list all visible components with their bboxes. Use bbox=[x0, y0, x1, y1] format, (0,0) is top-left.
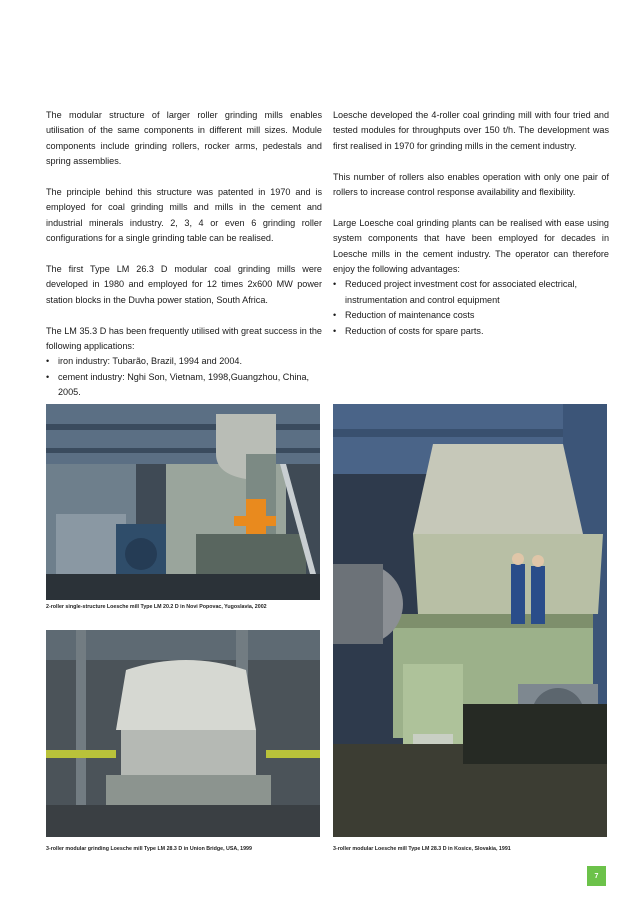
photo-3-roller-mill-union-bridge bbox=[46, 630, 320, 837]
paragraph: The modular structure of larger roller grinding mills enables utilisation of the same components in different mill sizes. Module components include grinding rollers, rocker arms, pedestals and spring assemblies. bbox=[46, 110, 322, 167]
paragraph: The first Type LM 26.3 D modular coal grinding mills were developed in 1980 and employed for 12 times 2x600 MW power station blocks in the Duvha power station, South Africa. bbox=[46, 264, 322, 305]
paragraph: The principle behind this structure was patented in 1970 and is employed for coal grinding mills and mills in the cement and industrial minerals industry. 2, 3, 4 or even 6 grinding roller configurations for a single grinding table can be realised. bbox=[46, 187, 322, 244]
paragraph: Large Loesche coal grinding plants can be realised with ease using system components that have been employed for decades in Loesche mills in the cement industry. The operator can therefore enjoy the following advantages: bbox=[333, 217, 609, 275]
list-item: • Reduction of maintenance costs bbox=[333, 308, 609, 323]
bullet-list bbox=[333, 277, 609, 339]
photo-2-roller-mill bbox=[46, 404, 320, 600]
page-number-badge bbox=[587, 866, 606, 886]
photo-3-roller-mill-kosice bbox=[333, 404, 607, 837]
paragraph: This number of rollers also enables operation with only one pair of rollers to increase control response availability and flexibility. bbox=[333, 171, 609, 198]
list-item: • Reduced project investment cost for associated electrical, instrumentation and control equipment bbox=[333, 277, 609, 308]
list-item: • cement industry: Nghi Son, Vietnam, 1998,Guangzhou, China, 2005. bbox=[46, 370, 322, 401]
bullet-list bbox=[46, 354, 322, 400]
photo-caption: 3-roller modular grinding Loesche mill Type LM 28.3 D in Union Bridge, USA, 1999 bbox=[46, 846, 252, 852]
photo-caption: 2-roller single-structure Loesche mill Type LM 20.2 D in Novi Popovac, Yugoslavia, 2002 bbox=[46, 604, 267, 610]
list-item: • Reduction of costs for spare parts. bbox=[333, 324, 609, 339]
paragraph: Loesche developed the 4-roller coal grinding mill with four tried and tested modules for throughputs over 150 t/h. The development was first realised in 1970 for grinding mills in the cement industry. bbox=[333, 110, 609, 151]
list-item: • iron industry: Tubarão, Brazil, 1994 and 2004. bbox=[46, 354, 322, 369]
photo-caption: 3-roller modular Loesche mill Type LM 28.3 D in Kosice, Slovakia, 1991 bbox=[333, 846, 511, 852]
paragraph: The LM 35.3 D has been frequently utilised with great success in the following applications: bbox=[46, 325, 322, 352]
right-text-column bbox=[333, 108, 609, 339]
page-number: 7 bbox=[594, 872, 599, 880]
left-text-column bbox=[46, 108, 322, 401]
